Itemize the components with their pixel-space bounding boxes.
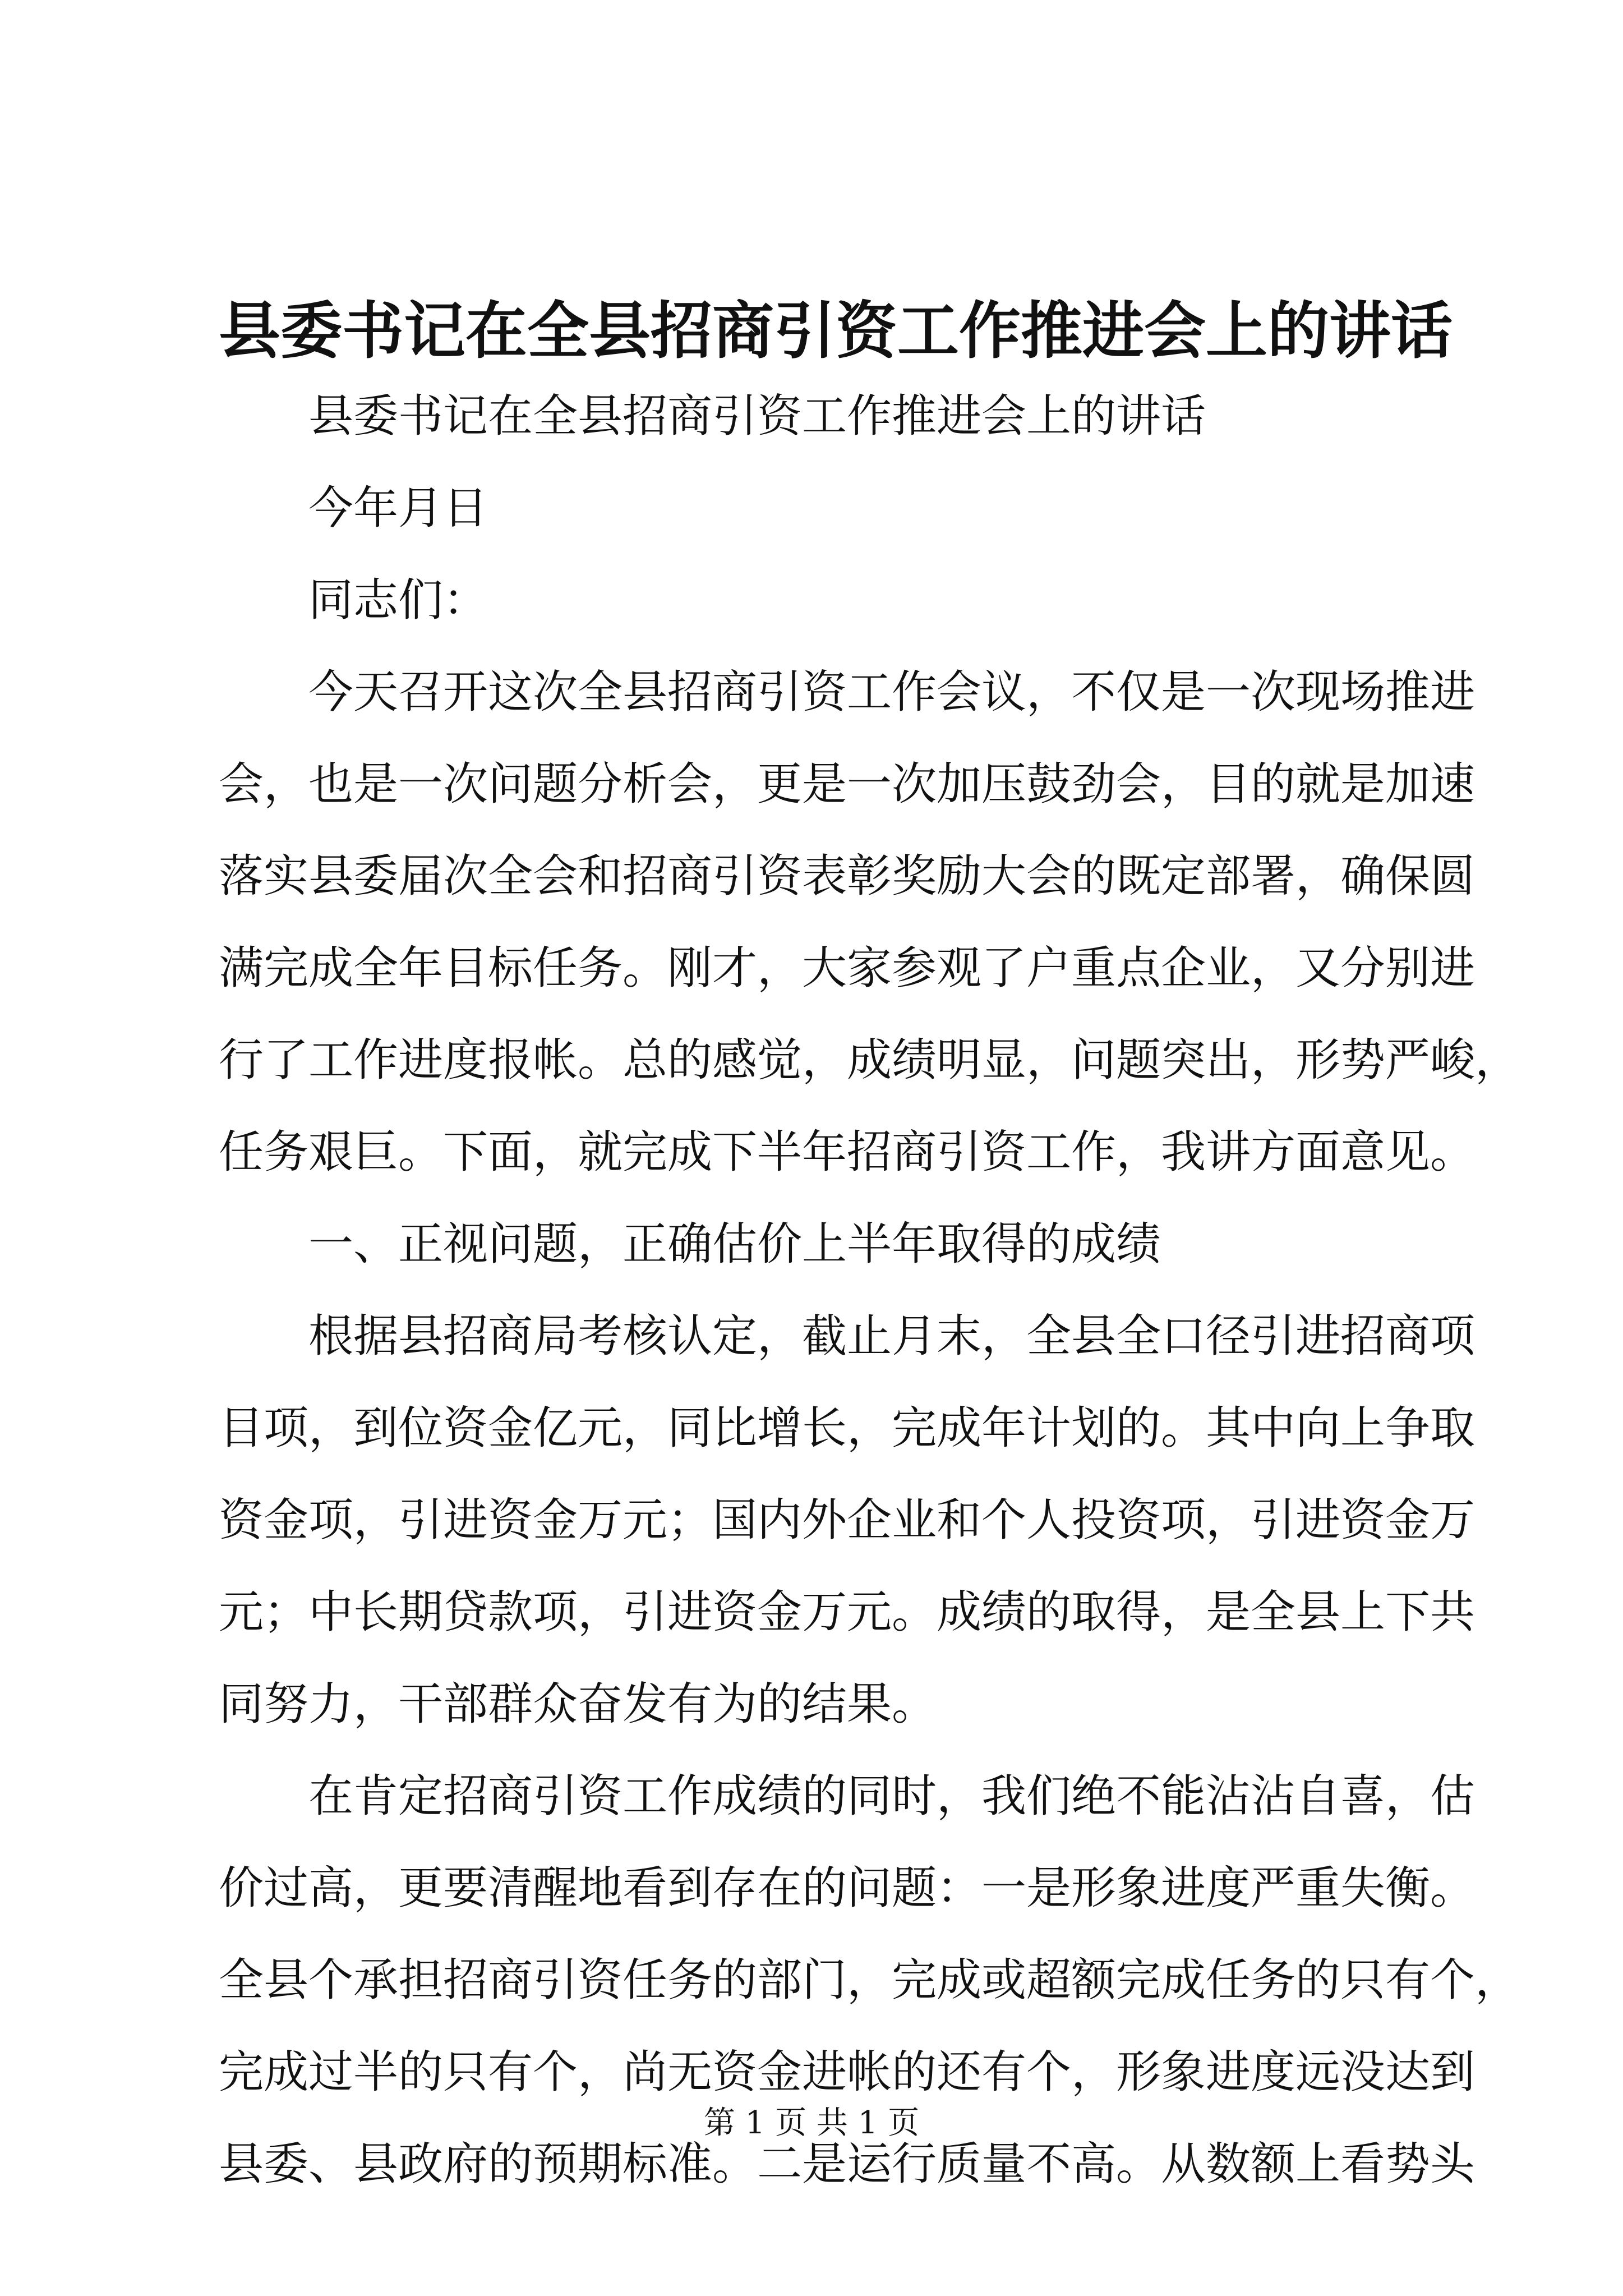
paragraph-line: 行了工作进度报帐。总的感觉，成绩明显，问题突出，形势严峻，	[219, 1034, 1520, 1086]
paragraph-line: 在肯定招商引资工作成绩的同时，我们绝不能沾沾自喜，估	[308, 1770, 1475, 1822]
date-line: 今年月日	[308, 482, 488, 534]
paragraph-line: 元；中长期贷款项，引进资金万元。成绩的取得，是全县上下共	[219, 1586, 1475, 1638]
paragraph-line: 县委、县政府的预期标准。二是运行质量不高。从数额上看势头	[219, 2138, 1475, 2190]
paragraph-line: 根据县招商局考核认定，截止月末，全县全口径引进招商项	[308, 1310, 1475, 1362]
paragraph-line: 完成过半的只有个，尚无资金进帐的还有个，形象进度远没达到	[219, 2046, 1475, 2098]
document-title: 县委书记在全县招商引资工作推进会上的讲话	[219, 295, 1453, 367]
document-body	[219, 370, 1520, 2210]
page-footer: 第 1 页 共 1 页	[703, 2105, 920, 2141]
paragraph-line: 目项，到位资金亿元，同比增长，完成年计划的。其中向上争取	[219, 1402, 1475, 1454]
paragraph-line: 满完成全年目标任务。刚才，大家参观了户重点企业，又分别进	[219, 942, 1475, 994]
paragraph-line: 会，也是一次问题分析会，更是一次加压鼓劲会，目的就是加速	[219, 758, 1475, 810]
paragraph-line: 落实县委届次全会和招商引资表彰奖励大会的既定部署，确保圆	[219, 850, 1475, 902]
paragraph-line: 今天召开这次全县招商引资工作会议，不仅是一次现场推进	[308, 666, 1475, 718]
salutation-line: 同志们：	[308, 574, 488, 626]
paragraph-line: 同努力，干部群众奋发有为的结果。	[219, 1678, 937, 1730]
paragraph-line: 资金项，引进资金万元；国内外企业和个人投资项，引进资金万	[219, 1494, 1475, 1546]
paragraph-line: 任务艰巨。下面，就完成下半年招商引资工作，我讲方面意见。	[219, 1126, 1475, 1178]
subtitle-line: 县委书记在全县招商引资工作推进会上的讲话	[308, 390, 1206, 442]
section-heading: 一、正视问题，正确估价上半年取得的成绩	[308, 1218, 1161, 1270]
paragraph-line: 全县个承担招商引资任务的部门，完成或超额完成任务的只有个，	[219, 1954, 1520, 2006]
paragraph-line: 价过高，更要清醒地看到存在的问题：一是形象进度严重失衡。	[219, 1862, 1475, 1914]
